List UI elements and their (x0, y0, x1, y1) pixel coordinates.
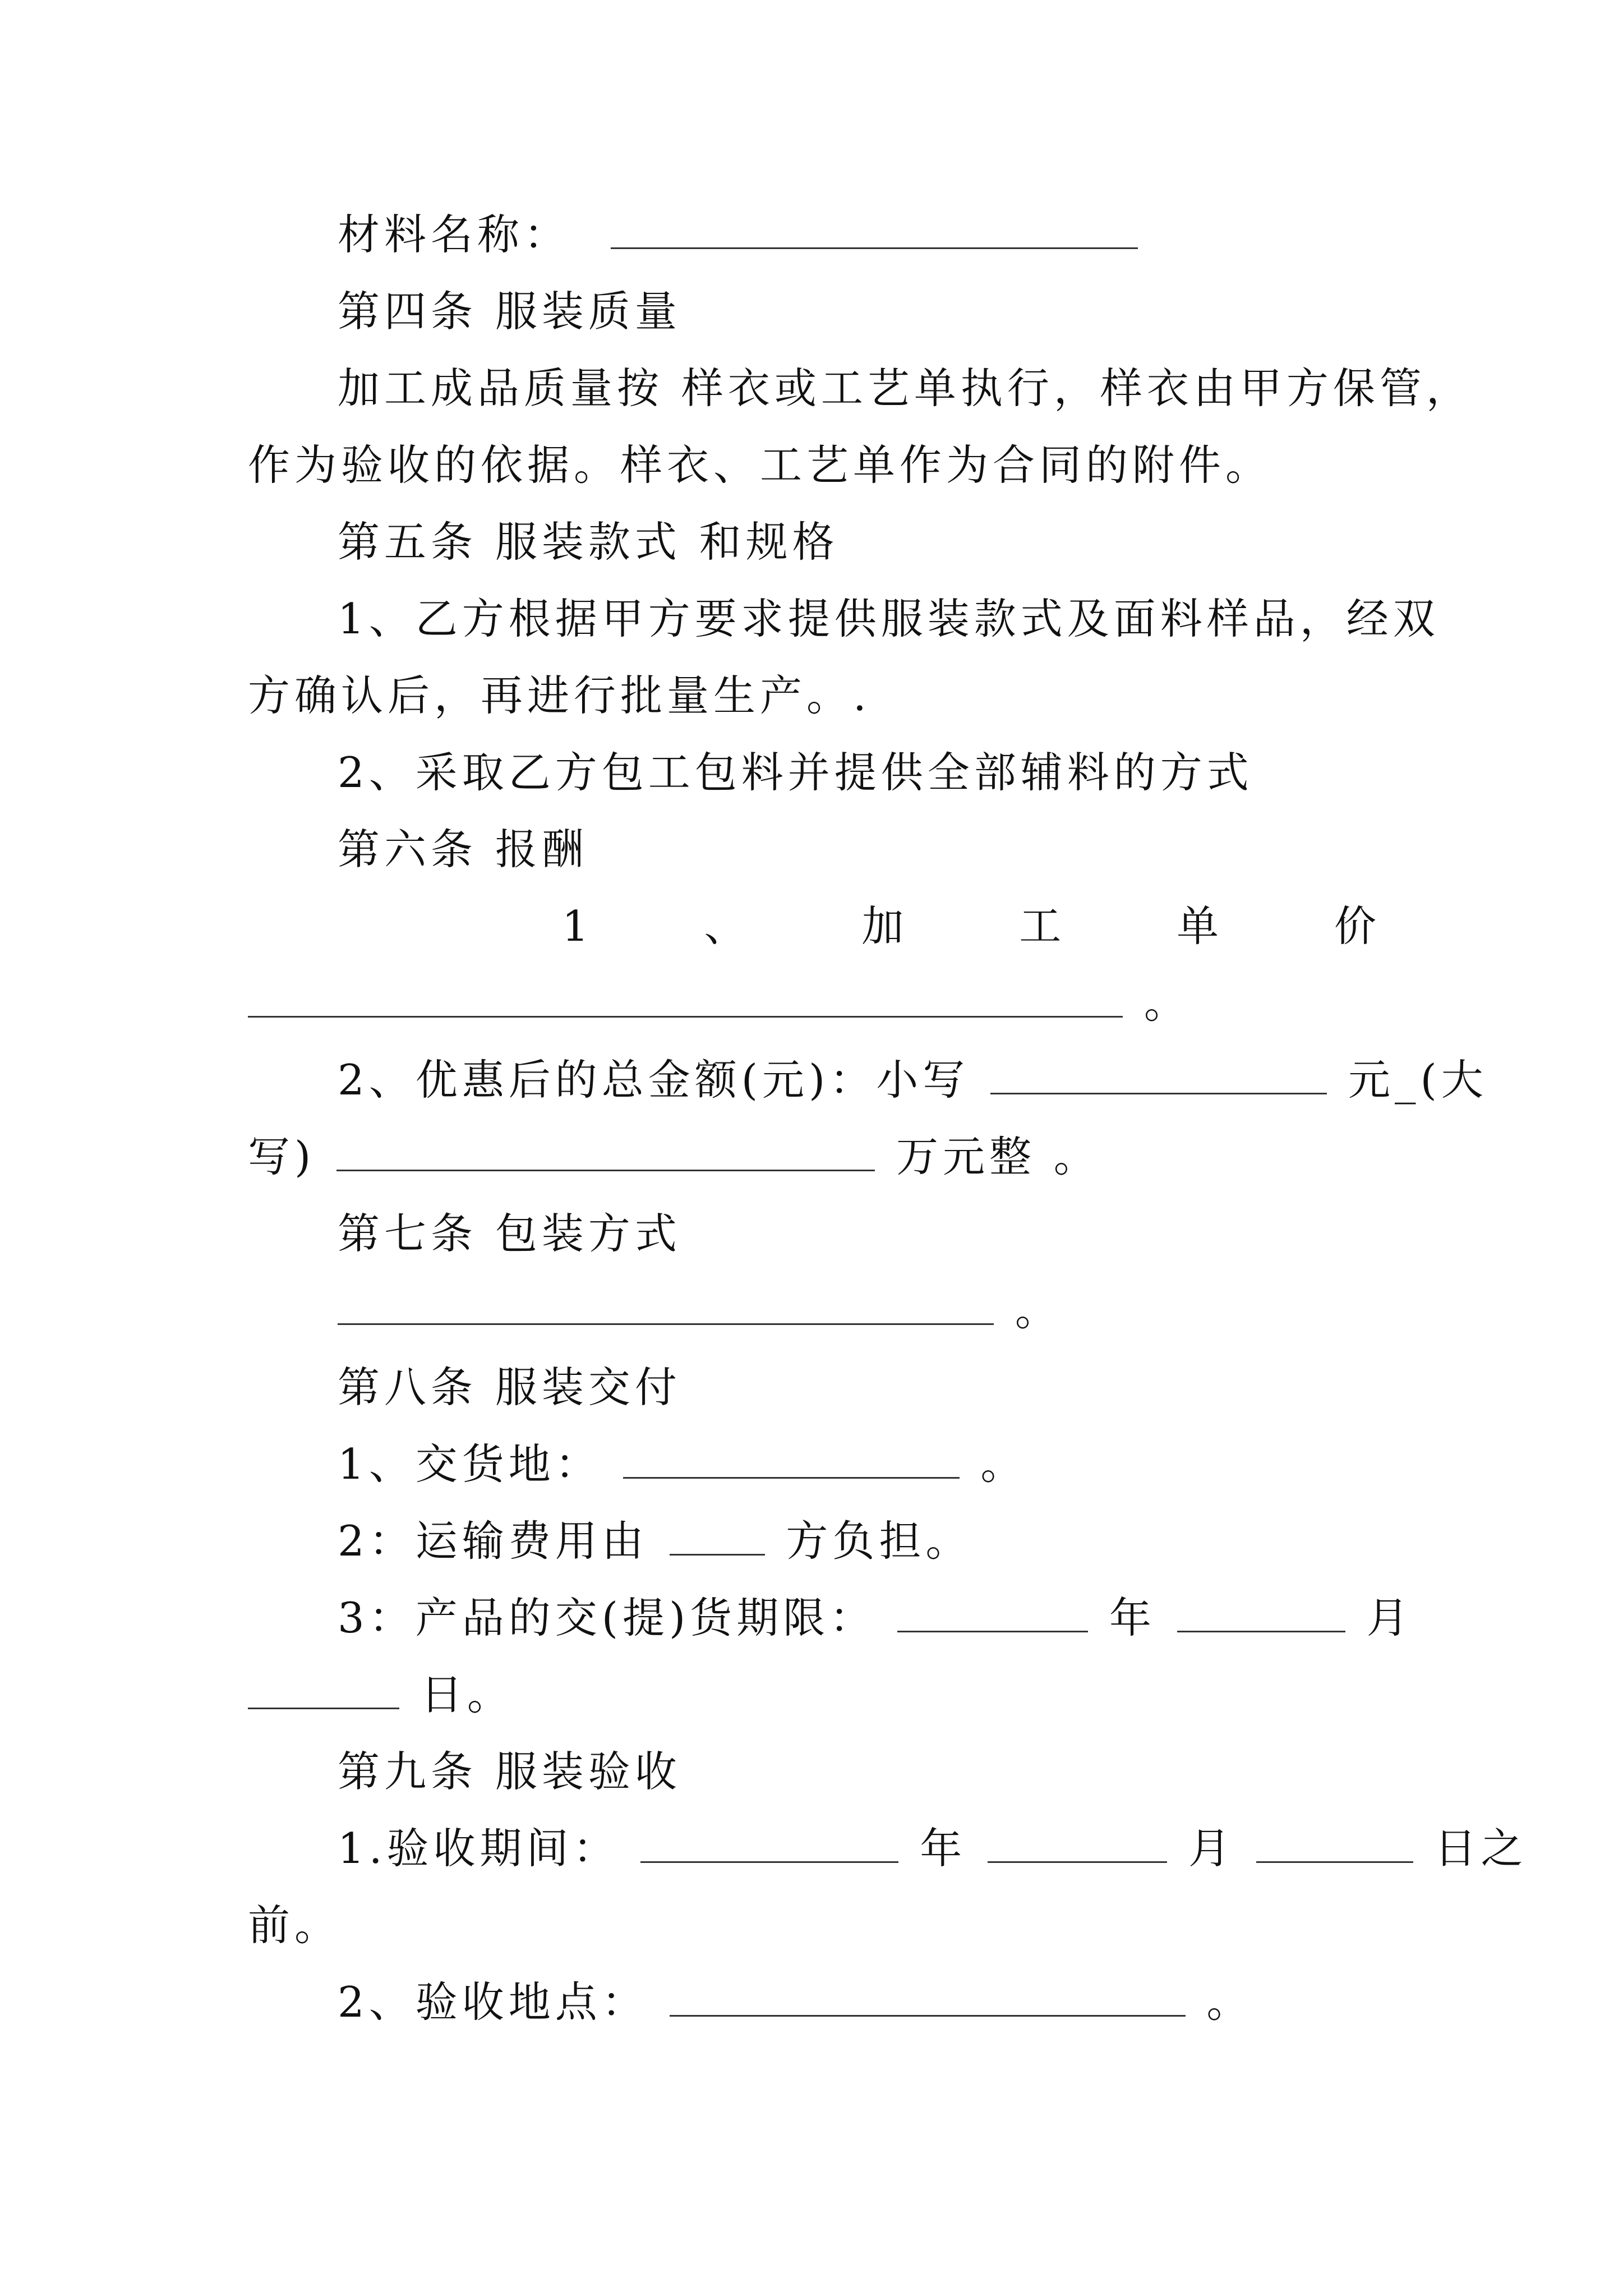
article-7-blank-line (248, 1272, 1381, 1349)
total-amount-yuan: 元_(大 (1348, 1055, 1488, 1105)
unit-price-char: 单 (1177, 901, 1224, 951)
article-8-item3-line2 (248, 1657, 1381, 1733)
amount-uppercase-blank[interactable] (336, 1136, 875, 1171)
acceptance-place-end: 。 (1206, 1977, 1253, 2027)
article-8-item3-line1 (248, 1580, 1413, 1657)
article-5-item1-line1: 1、乙方根据甲方要求提供服装款式及面料样品，经双 (338, 594, 1440, 643)
delivery-place-label: 1、交货地： (338, 1439, 602, 1489)
amount-uppercase-label: 写) (248, 1132, 316, 1181)
amount-uppercase-suffix: 万元整 。 (896, 1132, 1100, 1181)
article-8-item1 (248, 1426, 1381, 1503)
material-name-line (248, 196, 1381, 273)
acceptance-day-blank[interactable] (1256, 1828, 1413, 1863)
unit-price-end: 。 (1144, 978, 1191, 1028)
article-5-title: 第五条 服装款式 和规格 (338, 517, 839, 567)
delivery-year-label: 年 (1109, 1593, 1156, 1642)
delivery-place-end: 。 (980, 1439, 1027, 1489)
article-6-item2-line1 (248, 1042, 1488, 1119)
article-9-item1-line1 (248, 1810, 1528, 1887)
unit-price-char: 工 (1019, 901, 1066, 951)
packaging-end: 。 (1015, 1286, 1062, 1335)
acceptance-place-blank[interactable] (670, 1981, 1186, 2017)
article-6-title: 第六条 报酬 (338, 825, 588, 874)
packaging-blank[interactable] (338, 1290, 994, 1325)
shipping-cost-label: 2：运输费用由 (338, 1516, 648, 1566)
delivery-year-blank[interactable] (897, 1597, 1088, 1632)
acceptance-year-label: 年 (920, 1824, 967, 1873)
article-8-title: 第八条 服装交付 (338, 1363, 681, 1412)
unit-price-char: 价 (1334, 901, 1381, 951)
delivery-deadline-label: 3：产品的交(提)货期限： (338, 1593, 877, 1642)
acceptance-period-label: 1.验收期间： (338, 1824, 620, 1873)
unit-price-char: 、 (704, 901, 751, 951)
article-9-title: 第九条 服装验收 (338, 1747, 681, 1796)
acceptance-month-label: 月 (1188, 1824, 1235, 1873)
delivery-place-blank[interactable] (623, 1443, 960, 1479)
article-5-item1-line2: 方确认后，再进行批量生产。. (248, 671, 871, 720)
total-amount-label: 2、优惠后的总金额(元)：小写 (338, 1055, 970, 1105)
delivery-month-blank[interactable] (1177, 1597, 1345, 1632)
unit-price-blank[interactable] (248, 982, 1123, 1018)
delivery-month-label: 月 (1366, 1593, 1413, 1642)
material-name-blank[interactable] (611, 214, 1138, 249)
contract-page (248, 196, 1528, 2041)
article-4-body-line1: 加工成品质量按 样衣或工艺单执行，样衣由甲方保管， (338, 364, 1473, 413)
article-4-body-line2: 作为验收的依据。样衣、工艺单作为合同的附件。 (248, 440, 1272, 490)
delivery-day-label: 日。 (420, 1670, 514, 1719)
article-6-item1-line2 (248, 965, 1381, 1042)
article-6-item1-line1 (248, 888, 1381, 965)
shipping-cost-suffix: 方负担。 (786, 1516, 972, 1566)
acceptance-day-label: 日之 (1434, 1824, 1528, 1873)
shipping-party-blank[interactable] (670, 1520, 765, 1556)
material-name-label: 材料名称： (338, 210, 571, 259)
acceptance-month-blank[interactable] (988, 1828, 1167, 1863)
acceptance-year-blank[interactable] (640, 1828, 898, 1863)
article-7-title: 第七条 包装方式 (338, 1209, 681, 1258)
acceptance-place-label: 2、验收地点： (338, 1977, 648, 2027)
article-9-item2 (248, 1964, 1381, 2041)
unit-price-char: 1 (562, 901, 593, 951)
article-8-item2 (248, 1503, 1381, 1580)
unit-price-char: 加 (861, 901, 909, 951)
article-9-item1-line2: 前。 (248, 1901, 342, 1950)
article-5-item2: 2、采取乙方包工包料并提供全部辅料的方式 (338, 748, 1253, 797)
article-4-title: 第四条 服装质量 (338, 287, 681, 336)
delivery-day-blank[interactable] (248, 1674, 399, 1709)
article-6-item2-line2 (248, 1119, 1381, 1195)
amount-lowercase-blank[interactable] (990, 1059, 1327, 1094)
